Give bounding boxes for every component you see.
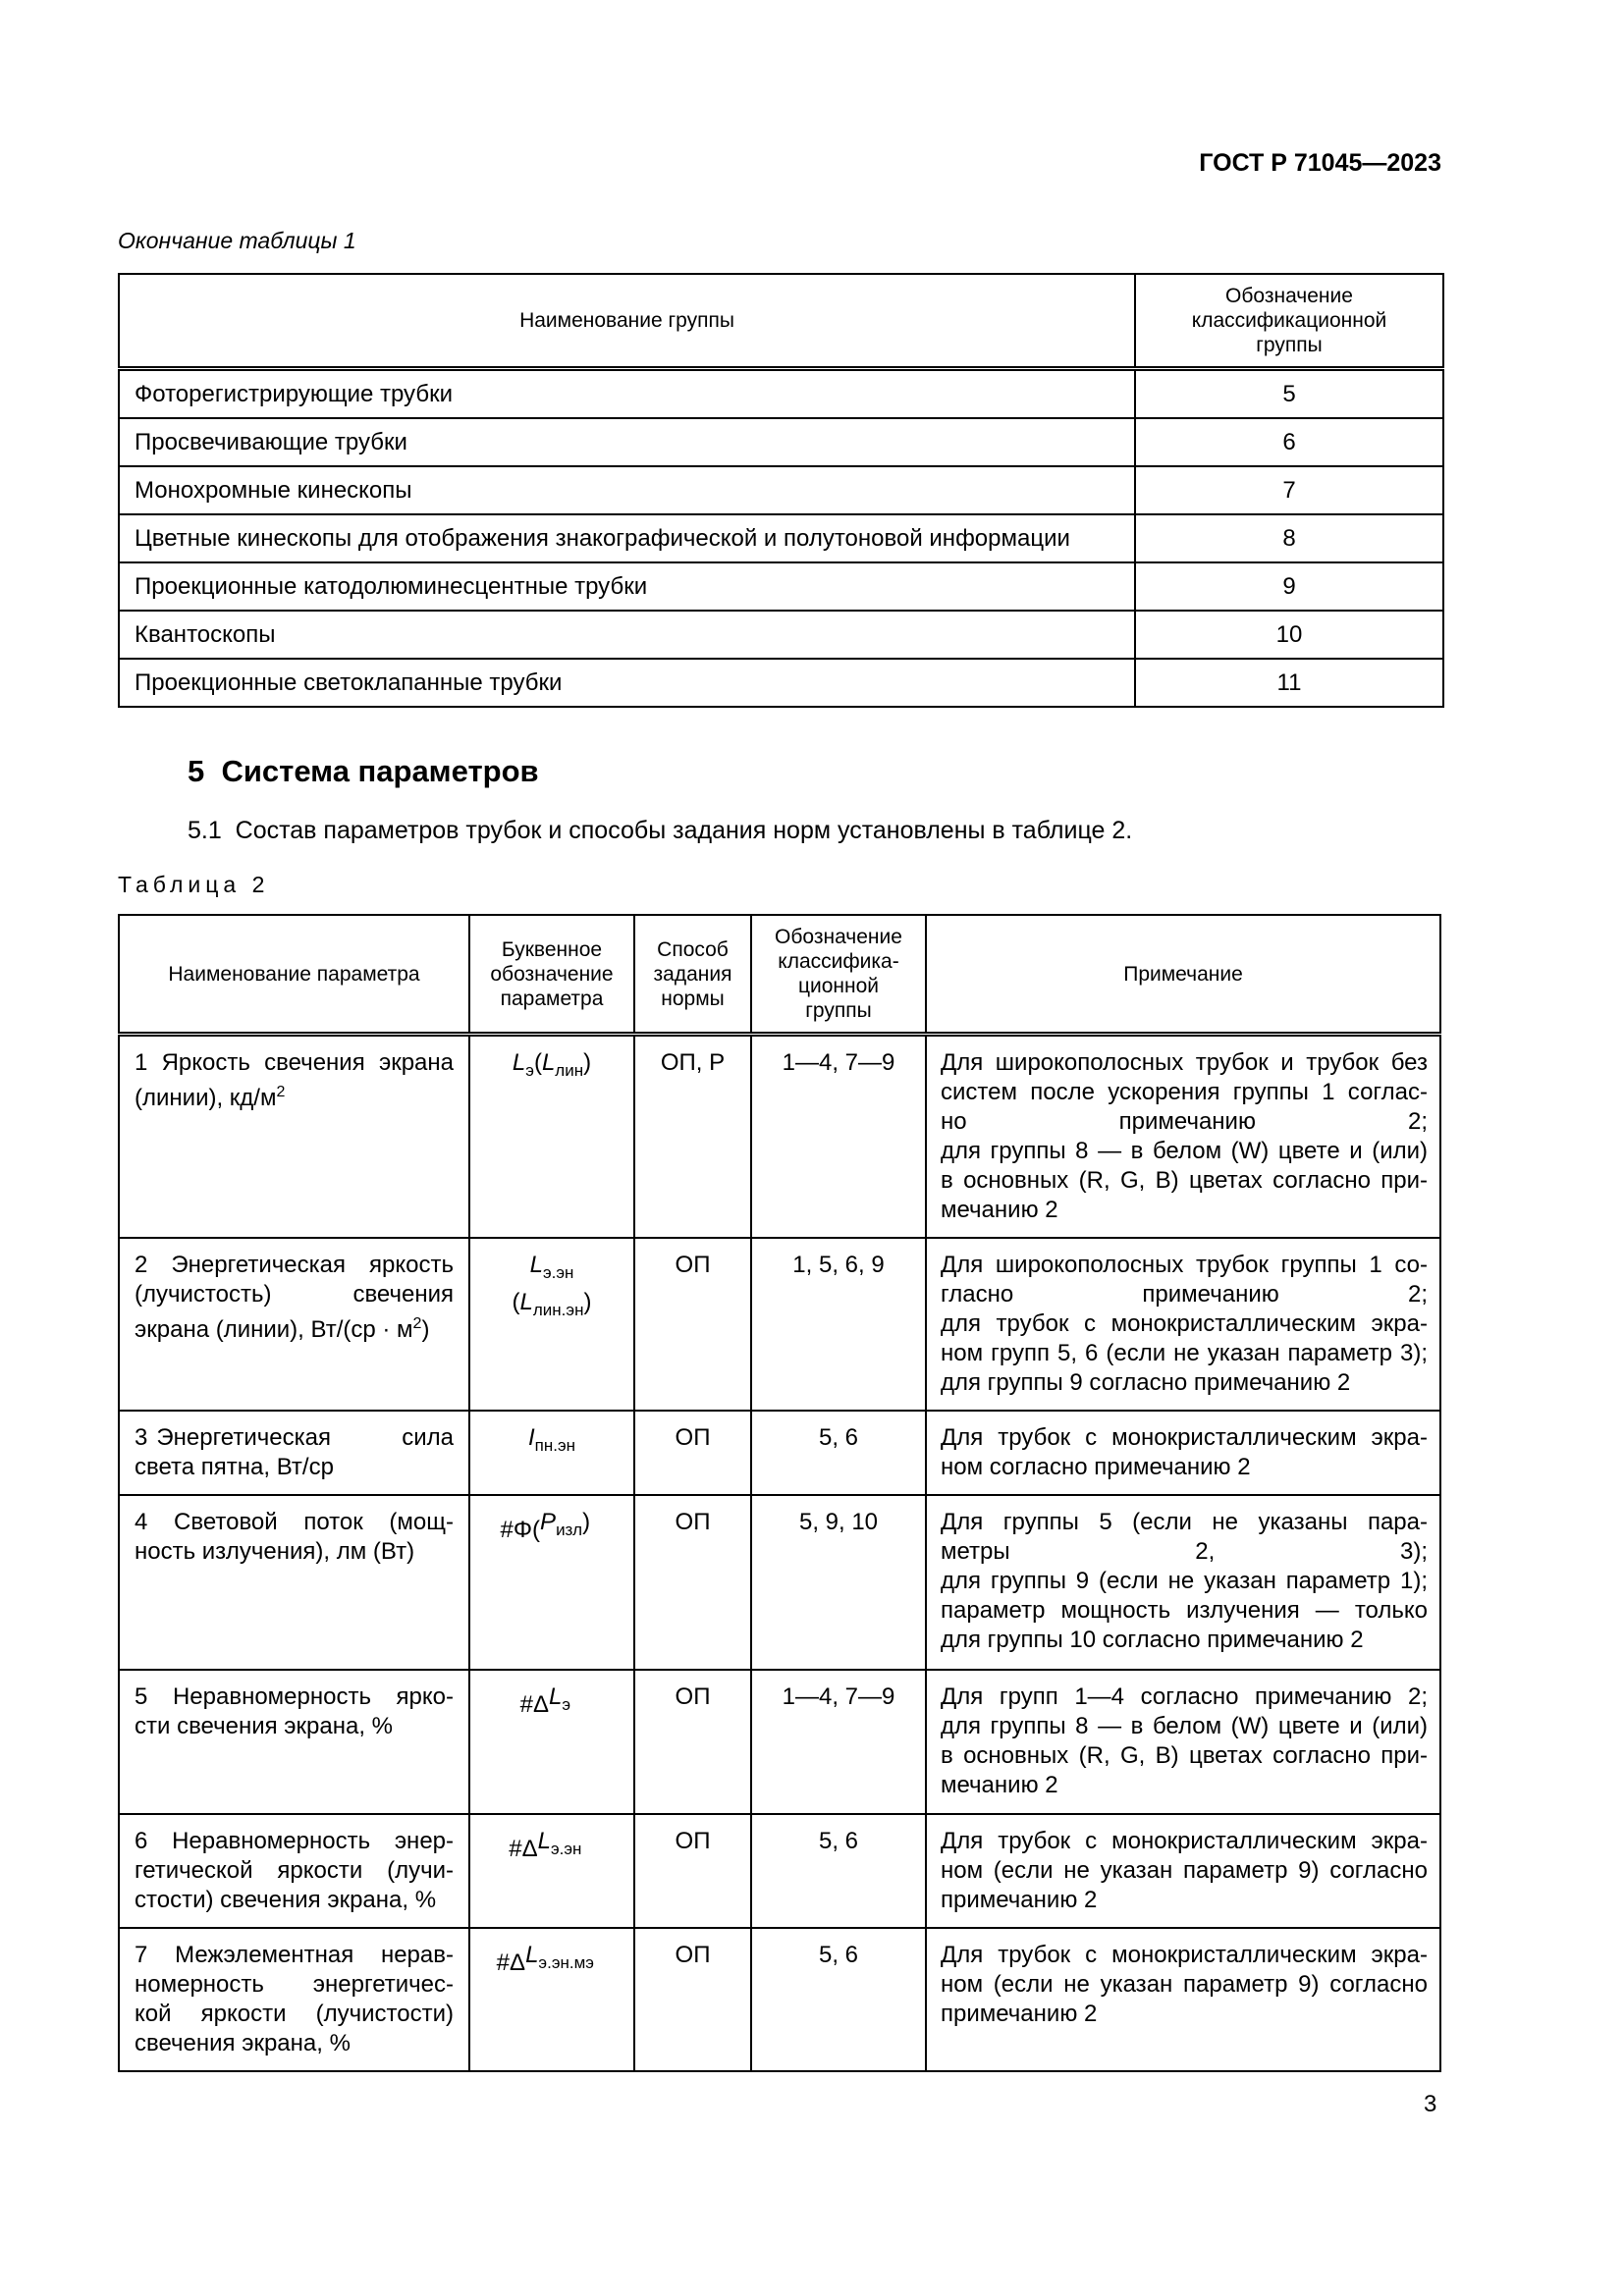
param-name xyxy=(119,1814,469,1928)
group-name: Фоторегистрирующие трубки xyxy=(119,369,1135,419)
text: свечения экрана, % xyxy=(135,2029,351,2056)
param-symbol xyxy=(469,1411,634,1495)
class-group: 1, 5, 6, 9 xyxy=(751,1238,926,1411)
symbol-letter: P xyxy=(540,1508,557,1535)
text-line xyxy=(470,1682,633,1720)
text: 5 Неравномерность ярко- xyxy=(135,1682,454,1710)
subscript: э xyxy=(525,1061,534,1080)
text: ( xyxy=(512,1288,520,1315)
table1-header-row xyxy=(119,274,1443,369)
note-text xyxy=(941,1048,1428,1225)
section-heading: 5 Система параметров xyxy=(188,754,539,788)
text: ) xyxy=(583,1049,592,1076)
text-line: в основных (R, G, B) цветах согласно при- xyxy=(941,1167,1428,1194)
param-note xyxy=(926,1035,1440,1238)
text-line: метры 2, 3); xyxy=(941,1537,1428,1565)
table1-header-code xyxy=(1135,274,1443,369)
table2-row xyxy=(119,1814,1440,1928)
text-line: ном (если не указан параметр 9) согласно xyxy=(941,1856,1428,1884)
class-group: 5, 6 xyxy=(751,1814,926,1928)
text: стости) свечения экрана, % xyxy=(135,1886,437,1913)
norm-method: ОП xyxy=(634,1814,751,1928)
table1-row xyxy=(119,466,1443,514)
param-symbol xyxy=(469,1035,634,1238)
header-note xyxy=(926,915,1440,1035)
symbol-letter: L xyxy=(529,1251,543,1278)
header-line: группы xyxy=(1256,334,1323,356)
symbol-wrap xyxy=(519,1690,549,1720)
table2-row xyxy=(119,1411,1440,1495)
group-code: 5 xyxy=(1135,369,1443,419)
table1-caption: Окончание таблицы 1 xyxy=(118,228,356,253)
table2-row xyxy=(119,1238,1440,1411)
symbol-wrap xyxy=(500,1516,541,1545)
text-line xyxy=(135,1941,454,1970)
text-line xyxy=(470,1048,633,1086)
symbol-letter: L xyxy=(525,1941,539,1968)
param-name xyxy=(119,1670,469,1814)
text-line xyxy=(135,1682,454,1712)
text-line: но примечанию 2; xyxy=(941,1108,1428,1135)
text-line: Для широкополосных трубок группы 1 со- xyxy=(941,1251,1428,1278)
text-line xyxy=(135,1078,454,1113)
note-text xyxy=(941,1423,1428,1482)
subscript: э xyxy=(562,1694,571,1714)
group-code: 6 xyxy=(1135,418,1443,466)
symbol-letter: L xyxy=(537,1827,551,1854)
symbol-letter: I xyxy=(527,1423,535,1451)
header-line: Способ xyxy=(657,937,729,961)
group-code: 7 xyxy=(1135,466,1443,514)
table2-row xyxy=(119,1928,1440,2071)
group-name: Квантоскопы xyxy=(119,611,1135,659)
group-name: Проекционные катодолюминесцентные трубки xyxy=(119,562,1135,611)
param-symbol xyxy=(469,1495,634,1670)
text-line: гласно примечанию 2; xyxy=(941,1280,1428,1308)
symbol-text: #Δ xyxy=(509,1835,538,1862)
param-name xyxy=(119,1495,469,1670)
text-line: ном (если не указан параметр 9) согласно xyxy=(941,1970,1428,1998)
group-code: 9 xyxy=(1135,562,1443,611)
class-group: 1—4, 7—9 xyxy=(751,1035,926,1238)
text-line xyxy=(135,1508,454,1537)
norm-method: ОП, Р xyxy=(634,1035,751,1238)
param-symbol xyxy=(469,1238,634,1411)
symbol-wrap xyxy=(509,1835,538,1864)
group-name: Проекционные светоклапанные трубки xyxy=(119,659,1135,707)
header-line: классификационной xyxy=(1191,309,1387,332)
subscript: лин.эн xyxy=(532,1300,584,1319)
table1 xyxy=(118,273,1444,708)
symbol-letter: L xyxy=(541,1049,556,1076)
header-line: параметра xyxy=(500,987,604,1010)
note-text xyxy=(941,1251,1428,1398)
table1-header-name: Наименование группы xyxy=(119,274,1135,369)
header-line: Обозначение xyxy=(1225,285,1353,307)
superscript: 2 xyxy=(276,1084,286,1100)
text-line: в основных (R, G, B) цветах согласно при- xyxy=(941,1741,1428,1769)
text-line: для группы 10 согласно примечанию 2 xyxy=(941,1626,1364,1653)
norm-method: ОП xyxy=(634,1238,751,1411)
text: (лучистость) свечения xyxy=(135,1280,454,1308)
header-line: нормы xyxy=(661,987,725,1010)
table1-row xyxy=(119,514,1443,562)
class-group: 5, 6 xyxy=(751,1928,926,2071)
table1-row xyxy=(119,562,1443,611)
text: ( xyxy=(533,1049,542,1076)
header-symbol xyxy=(469,915,634,1035)
text-line: Для групп 1—4 согласно примечанию 2; xyxy=(941,1682,1428,1710)
text: номерность энергетичес- xyxy=(135,1970,454,1998)
symbol-letter: L xyxy=(549,1682,563,1710)
norm-method: ОП xyxy=(634,1411,751,1495)
header-line: обозначение xyxy=(490,962,614,986)
table2-caption: Таблица 2 xyxy=(118,872,270,897)
text-line: ном групп 5, 6 (если не указан параметр 3); xyxy=(941,1339,1428,1366)
text: экрана (линии), Вт/(ср · м xyxy=(135,1315,413,1343)
document-code: ГОСТ Р 71045—2023 xyxy=(1199,149,1441,177)
header-group xyxy=(751,915,926,1035)
symbol-text: #Φ( xyxy=(500,1516,541,1543)
param-note xyxy=(926,1238,1440,1411)
text-line xyxy=(135,2000,454,2029)
group-name: Цветные кинескопы для отображения знакографической и полутоновой информации xyxy=(119,514,1135,562)
symbol-text: #Δ xyxy=(519,1690,549,1718)
text: гетической яркости (лучи- xyxy=(135,1856,454,1884)
text-line xyxy=(470,1288,633,1325)
text-line: для группы 8 — в белом (W) цвете и (или) xyxy=(941,1138,1428,1164)
norm-method: ОП xyxy=(634,1928,751,2071)
text-line xyxy=(470,1827,633,1864)
text-line: для группы 9 согласно примечанию 2 xyxy=(941,1368,1351,1396)
text-line xyxy=(135,1453,454,1482)
subscript: э.эн xyxy=(550,1839,582,1858)
text-line xyxy=(135,1886,454,1915)
subscript: изл xyxy=(556,1520,583,1539)
header-line: Примечание xyxy=(1123,962,1243,986)
text: света пятна, Вт/ср xyxy=(135,1453,334,1480)
subscript: э.эн.мэ xyxy=(538,1952,594,1972)
text-line xyxy=(135,1827,454,1856)
header-line: Наименование параметра xyxy=(168,962,420,986)
note-text xyxy=(941,1827,1428,1915)
class-group: 5, 6 xyxy=(751,1411,926,1495)
text-line xyxy=(135,1423,454,1453)
param-note xyxy=(926,1670,1440,1814)
symbol-letter: L xyxy=(512,1049,526,1076)
header-line: Буквенное xyxy=(501,937,603,961)
note-text xyxy=(941,1682,1428,1800)
text: ) xyxy=(582,1508,591,1535)
subscript: пн.эн xyxy=(534,1435,576,1455)
text-line: параметр мощность излучения — только xyxy=(941,1596,1428,1624)
page-number: 3 xyxy=(1424,2091,1437,2117)
param-name xyxy=(119,1928,469,2071)
group-code: 11 xyxy=(1135,659,1443,707)
header-line: классифика- xyxy=(778,950,899,973)
table2-header-row xyxy=(119,915,1440,1035)
param-name xyxy=(119,1035,469,1238)
text-line: мечанию 2 xyxy=(941,1197,1058,1223)
param-note xyxy=(926,1495,1440,1670)
paragraph-5-1: 5.1 Состав параметров трубок и способы задания норм установлены в таблице 2. xyxy=(188,817,1133,844)
header-line: группы xyxy=(805,999,872,1022)
text-line xyxy=(470,1941,633,1978)
param-name xyxy=(119,1238,469,1411)
text: 3 Энергетическая сила xyxy=(135,1423,454,1451)
text-line: систем после ускорения группы 1 соглас- xyxy=(941,1079,1428,1105)
text: ) xyxy=(421,1315,430,1343)
text-line xyxy=(135,2029,454,2058)
param-symbol xyxy=(469,1928,634,2071)
header-method xyxy=(634,915,751,1035)
header-line: ционной xyxy=(797,975,880,997)
param-name xyxy=(119,1411,469,1495)
param-note xyxy=(926,1411,1440,1495)
text-line: ном согласно примечанию 2 xyxy=(941,1453,1251,1480)
class-group: 1—4, 7—9 xyxy=(751,1670,926,1814)
norm-method: ОП xyxy=(634,1495,751,1670)
table2 xyxy=(118,914,1441,2072)
text-line xyxy=(135,1048,454,1078)
text-line: для трубок с монокристаллическим экра- xyxy=(941,1309,1428,1337)
subscript: лин xyxy=(555,1061,584,1080)
text-line: для группы 8 — в белом (W) цвете и (или) xyxy=(941,1712,1428,1739)
text-line: Для трубок с монокристаллическим экра- xyxy=(941,1827,1428,1854)
header-line: Обозначение xyxy=(775,926,902,948)
text: 2 Энергетическая яркость xyxy=(135,1251,454,1278)
subscript: э.эн xyxy=(542,1262,574,1282)
param-note xyxy=(926,1814,1440,1928)
text-line xyxy=(135,1856,454,1886)
text: 1 Яркость свечения экрана xyxy=(135,1049,454,1076)
note-text xyxy=(941,1941,1428,2029)
text-line xyxy=(470,1423,633,1461)
param-note xyxy=(926,1928,1440,2071)
text-line xyxy=(135,1712,454,1741)
param-symbol xyxy=(469,1814,634,1928)
group-name: Просвечивающие трубки xyxy=(119,418,1135,466)
symbol-letter: L xyxy=(519,1288,533,1315)
text: ) xyxy=(583,1288,592,1315)
text-line: Для широкополосных трубок и трубок без xyxy=(941,1049,1428,1076)
symbol-text: #Δ xyxy=(496,1949,526,1976)
symbol-wrap xyxy=(496,1949,526,1978)
group-code: 8 xyxy=(1135,514,1443,562)
text-line: примечанию 2 xyxy=(941,1886,1098,1913)
table1-row xyxy=(119,611,1443,659)
text-line xyxy=(135,1537,454,1567)
header-line: задания xyxy=(653,962,732,986)
param-symbol xyxy=(469,1670,634,1814)
text: 4 Световой поток (мощ- xyxy=(135,1508,454,1535)
text: 7 Межэлементная нерав- xyxy=(135,1941,454,1968)
text-line xyxy=(135,1280,454,1309)
class-group: 5, 9, 10 xyxy=(751,1495,926,1670)
text-line: для группы 9 (если не указан параметр 1); xyxy=(941,1567,1428,1594)
table2-row xyxy=(119,1495,1440,1670)
text-line xyxy=(135,1970,454,2000)
text-line: Для группы 5 (если не указаны пара- xyxy=(941,1508,1428,1535)
table2-row xyxy=(119,1035,1440,1238)
text-line: примечанию 2 xyxy=(941,2000,1098,2027)
text-line xyxy=(470,1508,633,1545)
group-name: Монохромные кинескопы xyxy=(119,466,1135,514)
text-line: Для трубок с монокристаллическим экра- xyxy=(941,1941,1428,1968)
note-text xyxy=(941,1508,1428,1655)
table1-row xyxy=(119,418,1443,466)
table2-row xyxy=(119,1670,1440,1814)
text: 6 Неравномерность энер- xyxy=(135,1827,454,1854)
text: сти свечения экрана, % xyxy=(135,1712,393,1739)
text-line: Для трубок с монокристаллическим экра- xyxy=(941,1423,1428,1451)
group-code: 10 xyxy=(1135,611,1443,659)
norm-method: ОП xyxy=(634,1670,751,1814)
text-line xyxy=(135,1309,454,1345)
text: кой яркости (лучистости) xyxy=(135,2000,454,2027)
text-line xyxy=(135,1251,454,1280)
text-line xyxy=(470,1251,633,1288)
header-param-name xyxy=(119,915,469,1035)
table1-row xyxy=(119,369,1443,419)
superscript: 2 xyxy=(412,1314,422,1332)
text: (линии), кд/м xyxy=(135,1085,277,1111)
text: ность излучения), лм (Вт) xyxy=(135,1537,415,1565)
table1-row xyxy=(119,659,1443,707)
text-line: мечанию 2 xyxy=(941,1771,1058,1798)
